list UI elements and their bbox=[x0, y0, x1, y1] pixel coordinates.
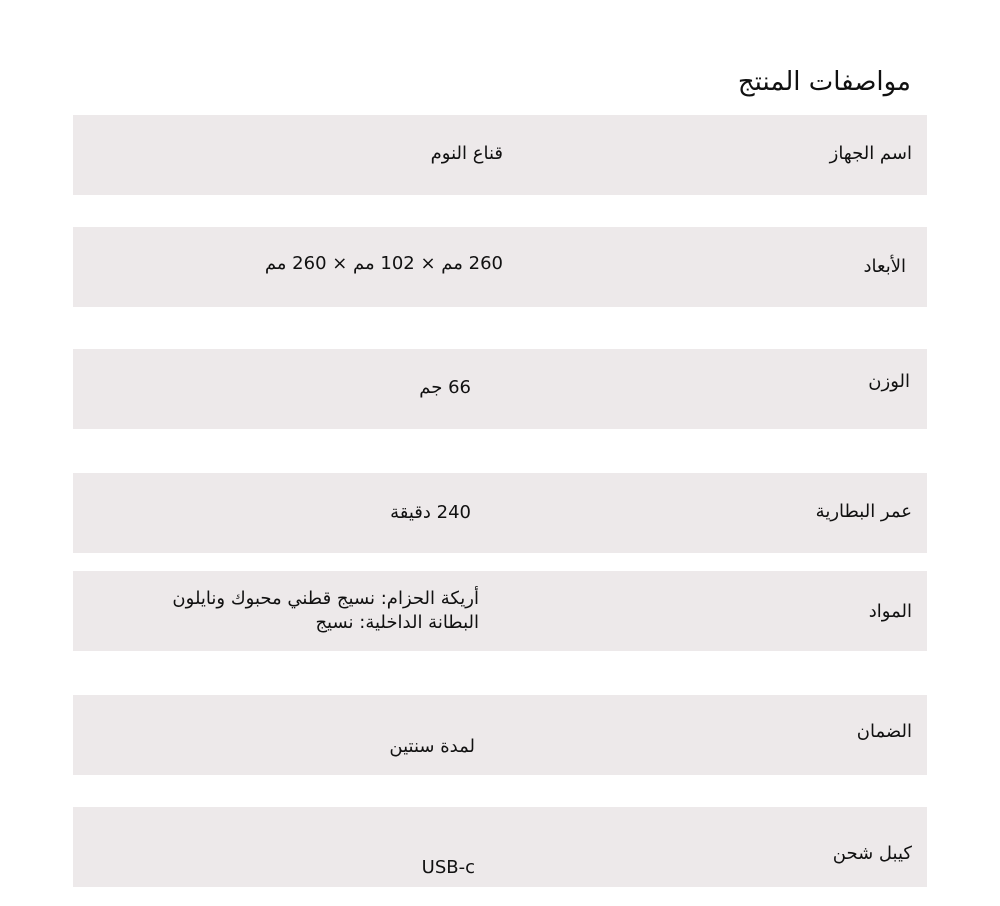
spec-row-battery-life bbox=[73, 473, 927, 553]
spec-label: الأبعاد bbox=[863, 256, 906, 277]
spec-value-line: 66 جم bbox=[419, 377, 471, 398]
page-title: مواصفات المنتج bbox=[737, 67, 911, 97]
spec-row-warranty bbox=[73, 695, 927, 775]
spec-row-charging-cable bbox=[73, 807, 927, 887]
spec-value-line: 260 مم × 102 مم × 260 مم bbox=[264, 253, 503, 274]
spec-label: الضمان bbox=[856, 721, 912, 742]
spec-value-line: USB-c bbox=[421, 857, 475, 878]
spec-label: عمر البطارية bbox=[815, 501, 912, 522]
spec-row-device-name bbox=[73, 115, 927, 195]
spec-value-line: قناع النوم bbox=[430, 143, 503, 164]
spec-row-weight bbox=[73, 349, 927, 429]
spec-label: المواد bbox=[868, 601, 912, 622]
spec-value-line: البطانة الداخلية: نسيج bbox=[315, 612, 479, 633]
spec-value bbox=[389, 735, 475, 759]
spec-value-line: أريكة الحزام: نسيج قطني محبوك ونايلون bbox=[172, 588, 479, 609]
spec-value bbox=[390, 501, 471, 525]
spec-row-materials bbox=[73, 571, 927, 651]
spec-value bbox=[265, 252, 503, 276]
spec-value bbox=[431, 142, 503, 166]
spec-value-line: 240 دقيقة bbox=[390, 502, 471, 523]
spec-value-line: لمدة سنتين bbox=[389, 736, 475, 757]
spec-label: الوزن bbox=[868, 371, 910, 392]
spec-row-dimensions bbox=[73, 227, 927, 307]
spec-value bbox=[172, 587, 479, 635]
spec-label: كيبل شحن bbox=[832, 843, 912, 864]
spec-label: اسم الجهاز bbox=[829, 143, 912, 164]
spec-value bbox=[422, 856, 475, 880]
spec-value bbox=[419, 376, 471, 400]
